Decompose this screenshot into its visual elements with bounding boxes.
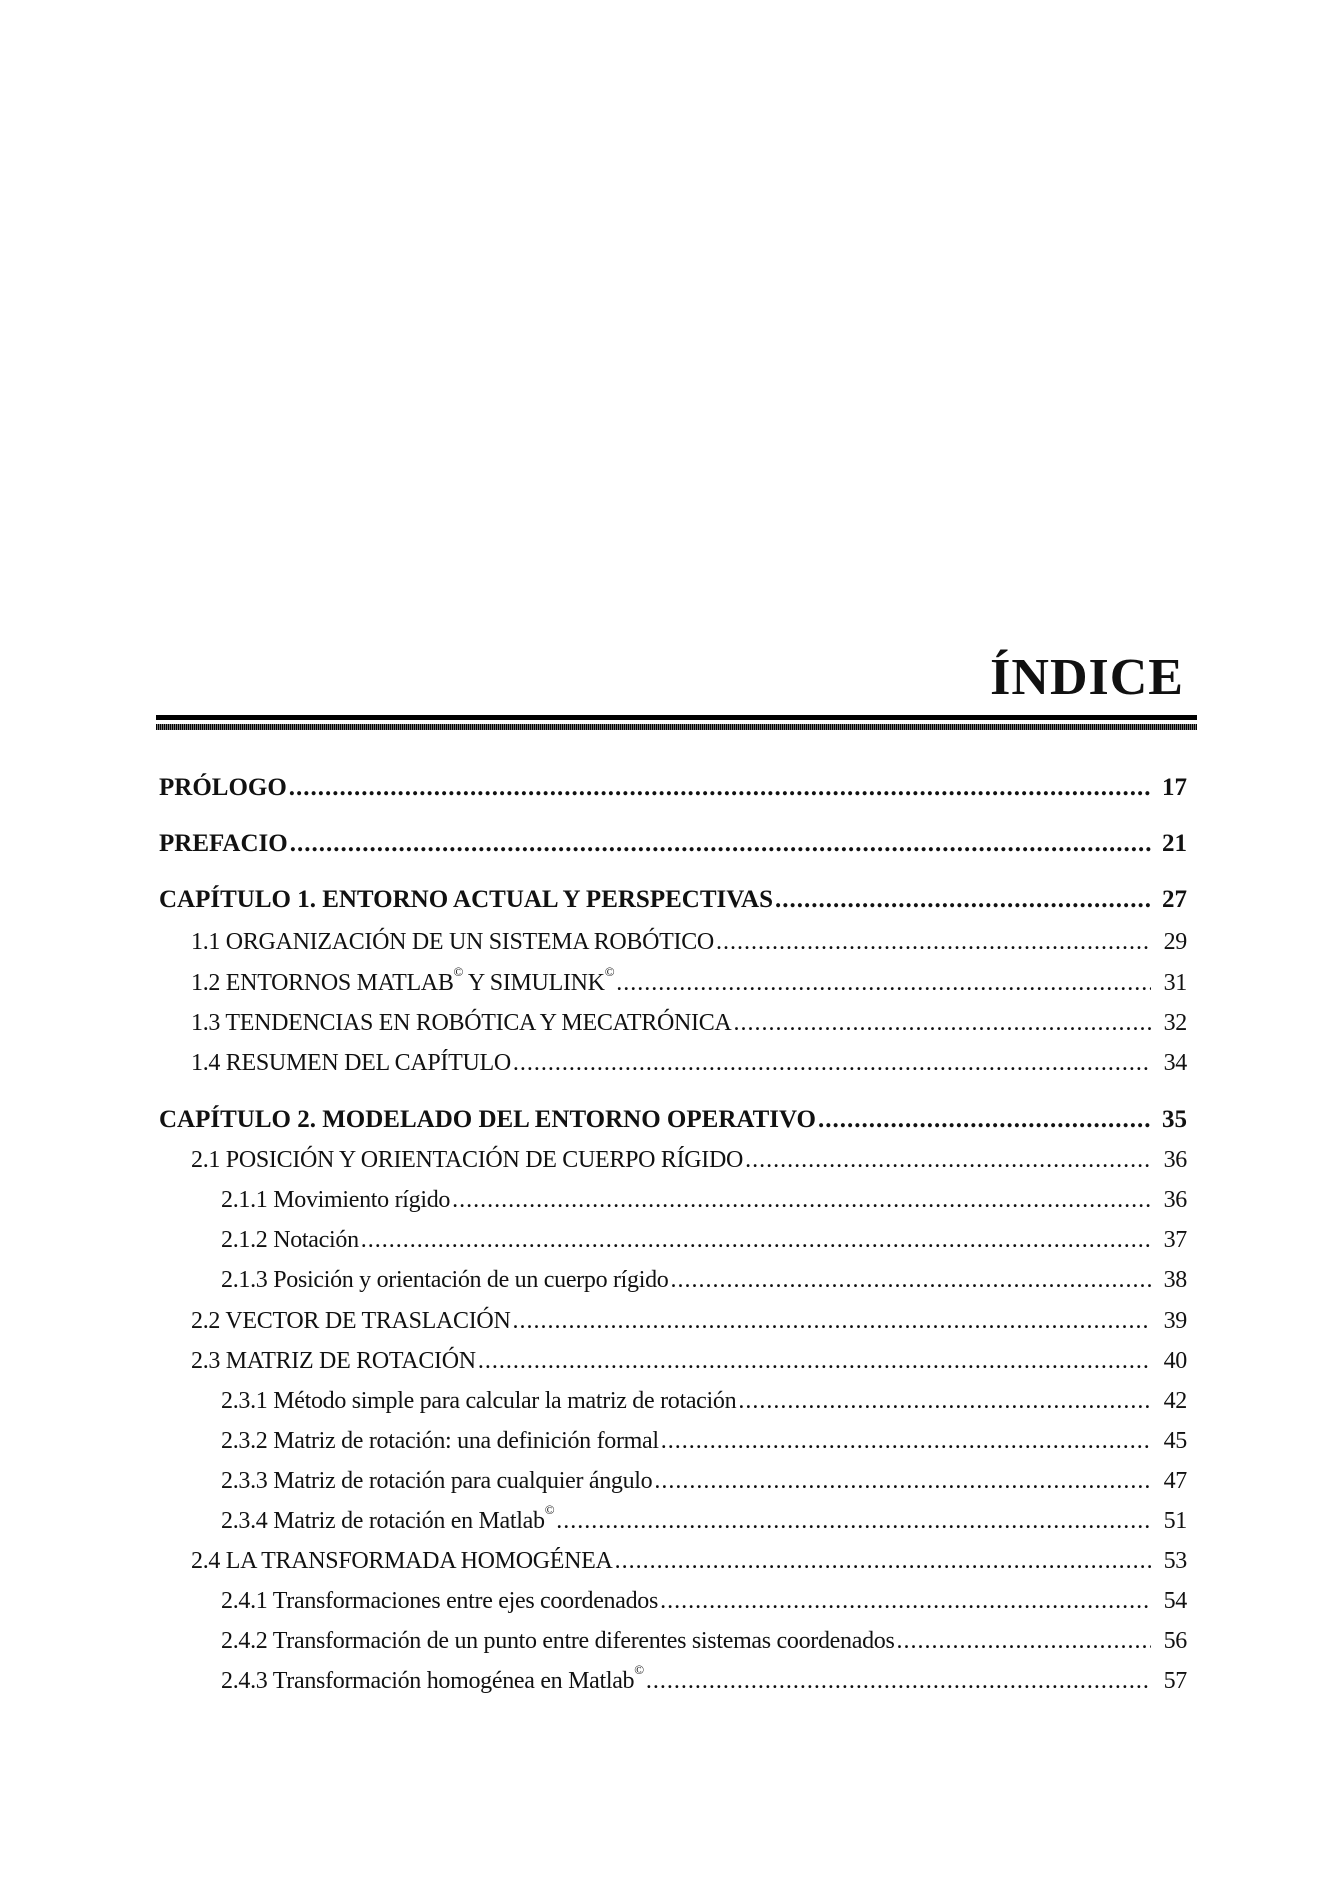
toc-entry-section <box>191 1143 1187 1177</box>
toc-entry-label: 1.4 RESUMEN DEL CAPÍTULO <box>191 1050 511 1076</box>
toc-entry-label: 2.4 LA TRANSFORMADA HOMOGÉNEA <box>191 1548 613 1574</box>
dot-leader <box>775 883 1151 917</box>
toc-entry-page-number: 39 <box>1163 1308 1187 1334</box>
toc-entry-label-text: 2.4.3 Transformación homogénea en Matlab <box>221 1668 635 1694</box>
toc-entry-label-text: 1.2 ENTORNOS MATLAB <box>191 970 454 996</box>
dot-leader <box>738 1384 1151 1418</box>
toc-entry-page-number: 54 <box>1163 1588 1187 1614</box>
toc-entry-label: PRÓLOGO <box>159 774 287 801</box>
toc-entry-chapter <box>159 1103 1187 1137</box>
toc-entry-label: 2.3.1 Método simple para calcular la matriz de rotación <box>221 1388 737 1414</box>
dot-leader <box>478 1344 1151 1378</box>
dot-leader <box>290 827 1151 861</box>
toc-entry-subsection <box>221 1464 1187 1498</box>
toc-entry-subsection <box>221 1424 1187 1458</box>
toc-entry-page-number: 34 <box>1163 1050 1187 1076</box>
toc-entry-page-number: 51 <box>1163 1508 1187 1534</box>
dot-leader <box>897 1624 1151 1658</box>
toc-entry-subsection <box>221 1183 1187 1217</box>
dot-leader <box>818 1103 1151 1137</box>
toc-entry-label: 2.1 POSICIÓN Y ORIENTACIÓN DE CUERPO RÍGIDO <box>191 1147 744 1173</box>
toc-entry-label: 2.4.2 Transformación de un punto entre diferentes sistemas coordenados <box>221 1628 895 1654</box>
toc-entry-page-number: 40 <box>1163 1348 1187 1374</box>
toc-entry-subsection <box>221 1624 1187 1658</box>
toc-entry-page-number: 32 <box>1163 1010 1187 1036</box>
toc-entry-subsection <box>221 1263 1187 1297</box>
toc-entry-section <box>191 925 1187 959</box>
toc-entry-page-number: 21 <box>1162 830 1187 857</box>
dot-leader <box>646 1664 1151 1698</box>
toc-entry-page-number: 53 <box>1163 1548 1187 1574</box>
toc-entry-label: 2.1.3 Posición y orientación de un cuerpo rígido <box>221 1267 669 1293</box>
toc-entry-label: 2.1.1 Movimiento rígido <box>221 1187 451 1213</box>
dot-leader <box>745 1143 1151 1177</box>
toc-entry-label-text: Y SIMULINK <box>463 970 605 996</box>
toc-entry-label: 1.1 ORGANIZACIÓN DE UN SISTEMA ROBÓTICO <box>191 929 714 955</box>
toc-entry-section <box>191 1544 1187 1578</box>
toc-entry-page-number: 17 <box>1162 774 1187 801</box>
dot-leader <box>556 1504 1151 1538</box>
dot-leader <box>716 925 1151 959</box>
toc-entry-label: CAPÍTULO 1. ENTORNO ACTUAL Y PERSPECTIVAS <box>159 886 774 913</box>
toc-entry-section <box>191 1304 1187 1338</box>
toc-entry-label <box>221 1664 646 1698</box>
copyright-mark: © <box>604 964 615 979</box>
toc-entry-chapter <box>159 827 1187 861</box>
dot-leader <box>616 966 1151 1000</box>
dot-leader <box>452 1183 1151 1217</box>
dot-leader <box>513 1304 1152 1338</box>
toc-entry-label: 2.3 MATRIZ DE ROTACIÓN <box>191 1348 476 1374</box>
dot-leader <box>513 1046 1151 1080</box>
toc-entry-subsection <box>221 1504 1187 1538</box>
toc-entry-label <box>191 966 616 1000</box>
dot-leader <box>733 1006 1151 1040</box>
dot-leader <box>654 1464 1151 1498</box>
toc-entry-page-number: 36 <box>1163 1187 1187 1213</box>
dot-leader <box>289 771 1151 805</box>
toc-entry-page-number: 37 <box>1163 1227 1187 1253</box>
toc-entry-label: 2.4.1 Transformaciones entre ejes coordenados <box>221 1588 659 1614</box>
dot-leader <box>361 1223 1151 1257</box>
toc-entry-label <box>221 1504 556 1538</box>
copyright-mark: © <box>453 964 464 979</box>
toc-entry-page-number: 57 <box>1163 1668 1187 1694</box>
toc-entry-chapter <box>159 883 1187 917</box>
page-title: ÍNDICE <box>990 649 1184 706</box>
toc-entry-section <box>191 1006 1187 1040</box>
toc-entry-page-number: 38 <box>1163 1267 1187 1293</box>
toc-entry-label: 2.1.2 Notación <box>221 1227 359 1253</box>
copyright-mark: © <box>544 1502 555 1517</box>
toc-entry-page-number: 47 <box>1163 1468 1187 1494</box>
toc-entry-section <box>191 966 1187 1000</box>
toc-entry-label: 2.3.3 Matriz de rotación para cualquier ángulo <box>221 1468 653 1494</box>
toc-entry-label: 2.3.2 Matriz de rotación: una definición formal <box>221 1428 659 1454</box>
toc-entry-page-number: 31 <box>1163 970 1187 996</box>
dot-leader <box>615 1544 1151 1578</box>
toc-entry-page-number: 35 <box>1162 1106 1187 1133</box>
toc-entry-label: 1.3 TENDENCIAS EN ROBÓTICA Y MECATRÓNICA <box>191 1010 732 1036</box>
toc-entry-subsection <box>221 1223 1187 1257</box>
toc-entry-section <box>191 1046 1187 1080</box>
toc-entry-page-number: 45 <box>1163 1428 1187 1454</box>
toc-entry-section <box>191 1344 1187 1378</box>
toc-entry-subsection <box>221 1584 1187 1618</box>
toc-entry-page-number: 56 <box>1163 1628 1187 1654</box>
dot-leader <box>661 1424 1151 1458</box>
toc-entry-label: PREFACIO <box>159 830 288 857</box>
dot-leader <box>671 1263 1151 1297</box>
toc-entry-page-number: 29 <box>1163 929 1187 955</box>
toc-entry-label: 2.2 VECTOR DE TRASLACIÓN <box>191 1308 511 1334</box>
toc-entry-chapter <box>159 771 1187 805</box>
toc-entry-subsection <box>221 1664 1187 1698</box>
copyright-mark: © <box>634 1662 644 1677</box>
toc-entry-page-number: 36 <box>1163 1147 1187 1173</box>
toc-entry-label: CAPÍTULO 2. MODELADO DEL ENTORNO OPERATIVO <box>159 1106 816 1133</box>
dot-leader <box>660 1584 1151 1618</box>
toc-entry-page-number: 27 <box>1162 886 1187 913</box>
toc-entry-label-text: 2.3.4 Matriz de rotación en Matlab <box>221 1508 545 1534</box>
toc-entry-subsection <box>221 1384 1187 1418</box>
toc-entry-page-number: 42 <box>1163 1388 1187 1414</box>
